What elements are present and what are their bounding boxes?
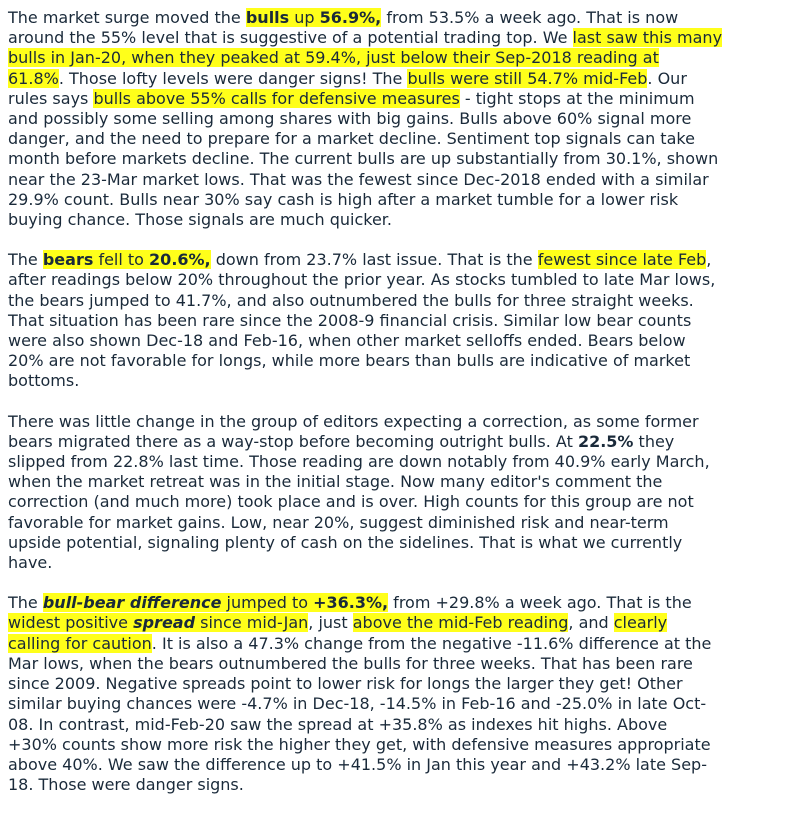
paragraph-correction (8, 412, 778, 574)
highlight-mid-jan: since mid-Jan (195, 613, 309, 633)
text-segment: . Those lofty levels were danger signs! The (58, 68, 408, 88)
highlight-bulls: bulls (245, 8, 290, 27)
paragraph-bulls (8, 8, 778, 230)
highlight-defensive: bulls above 55% calls for defensive measures (93, 88, 460, 108)
paragraph-bears (8, 250, 778, 391)
highlight-bull-bear-difference: bull-bear difference (42, 593, 222, 613)
highlight-spread: spread (133, 613, 196, 633)
correction-value: 22.5% (577, 431, 634, 451)
text-segment: , after readings below 20% throughout the prior year. As stocks tumbled to late Mar lows, the bears jumped to 41.7%, and also outnumbered the bulls for three straight weeks. That situation has been rare since the 2008-9 financial crisis. Similar low bear counts were also shown Dec-18 and Feb-16, when other market selloffs ended. Bears below 20% are not favorable for longs, while more bears than bulls are indicative of market bottoms. (8, 250, 716, 391)
highlight-bears-value: 20.6%, (149, 250, 211, 270)
highlight-bears: bears (42, 250, 94, 270)
text-segment: they slipped from 22.8% last time. Those reading are down notably from 40.9% early March, when the market retreat was in the initial stage. Now many editor's comment the correction (and much more) took place and is over. High counts for this group are not favorable for market gains. Low, near 20%, suggest diminished risk and near-term upside potential, signaling plenty of cash on the sidelines. That is what we currently have. (8, 431, 710, 573)
highlight-above-mid-feb: above the mid-Feb reading (352, 613, 569, 633)
highlight-caution: clearly calling for caution (8, 613, 668, 653)
text-segment: - tight stops at the minimum and possibly some selling among shares with big gains. Bulls above 60% signal more danger, and the need to prepare for a market decline. Sentiment top signals can take month before markets decline. The current bulls are up substantially from 30.1%, shown near the 23-Mar market lows. That was the fewest since Dec-2018 ended with a similar 29.9% count. Bulls near 30% say cash is high after a market tumble for a lower risk buying chance. Those signals are much quicker. (8, 88, 719, 230)
text-segment: , just (308, 613, 353, 633)
text-segment: . Our rules says (8, 68, 687, 108)
highlight-mid-feb: bulls were still 54.7% mid-Feb (407, 68, 648, 88)
highlight-segment: fell to (93, 250, 150, 270)
text-segment: , and (568, 613, 614, 633)
text-segment: The (8, 250, 43, 270)
highlight-segment: up (289, 8, 320, 27)
text-segment: The market surge moved the (8, 8, 246, 27)
paragraph-difference (8, 593, 778, 795)
text-segment: The (8, 593, 43, 613)
highlight-difference-value: +36.3%, (313, 593, 389, 613)
highlight-fewest: fewest since late Feb (537, 250, 707, 270)
highlight-last-saw: last saw this many bulls in Jan-20, when they peaked at 59.4%, just below their Sep-2018 reading at 61.8% (8, 28, 723, 88)
text-segment: from +29.8% a week ago. That is the (393, 593, 692, 613)
highlight-widest: widest positive (8, 613, 134, 633)
highlight-bulls-value: 56.9%, (319, 8, 382, 27)
text-segment: down from 23.7% last issue. That is the (210, 250, 538, 270)
article-body (8, 8, 778, 815)
text-segment: . It is also a 47.3% change from the negative -11.6% difference at the Mar lows, when the bears outnumbered the bulls for three weeks. That has been rare since 2009. Negative spreads point to lower risk for longs the larger they get! Other similar buying chances were -4.7% in Dec-18, -14.5% in Feb-16 and -25.0% in late Oct- 08. In contrast, mid-Feb-20 saw the spread at +35.8% as indexes hit highs. Above +30% counts show more risk the higher they get, with defensive measures appropriate above 40%. We saw the difference up to +41.5% in Jan this year and +43.2% late Sep- 18. Those were danger signs. (8, 633, 712, 795)
text-segment: from 53.5% a week ago. That is now around the 55% level that is suggestive of a potential trading top. We (8, 8, 679, 48)
text-segment: There was little change in the group of editors expecting a correction, as some former bears migrated there as a way-stop before becoming outright bulls. At (8, 411, 699, 451)
highlight-segment: jumped to (221, 593, 314, 613)
